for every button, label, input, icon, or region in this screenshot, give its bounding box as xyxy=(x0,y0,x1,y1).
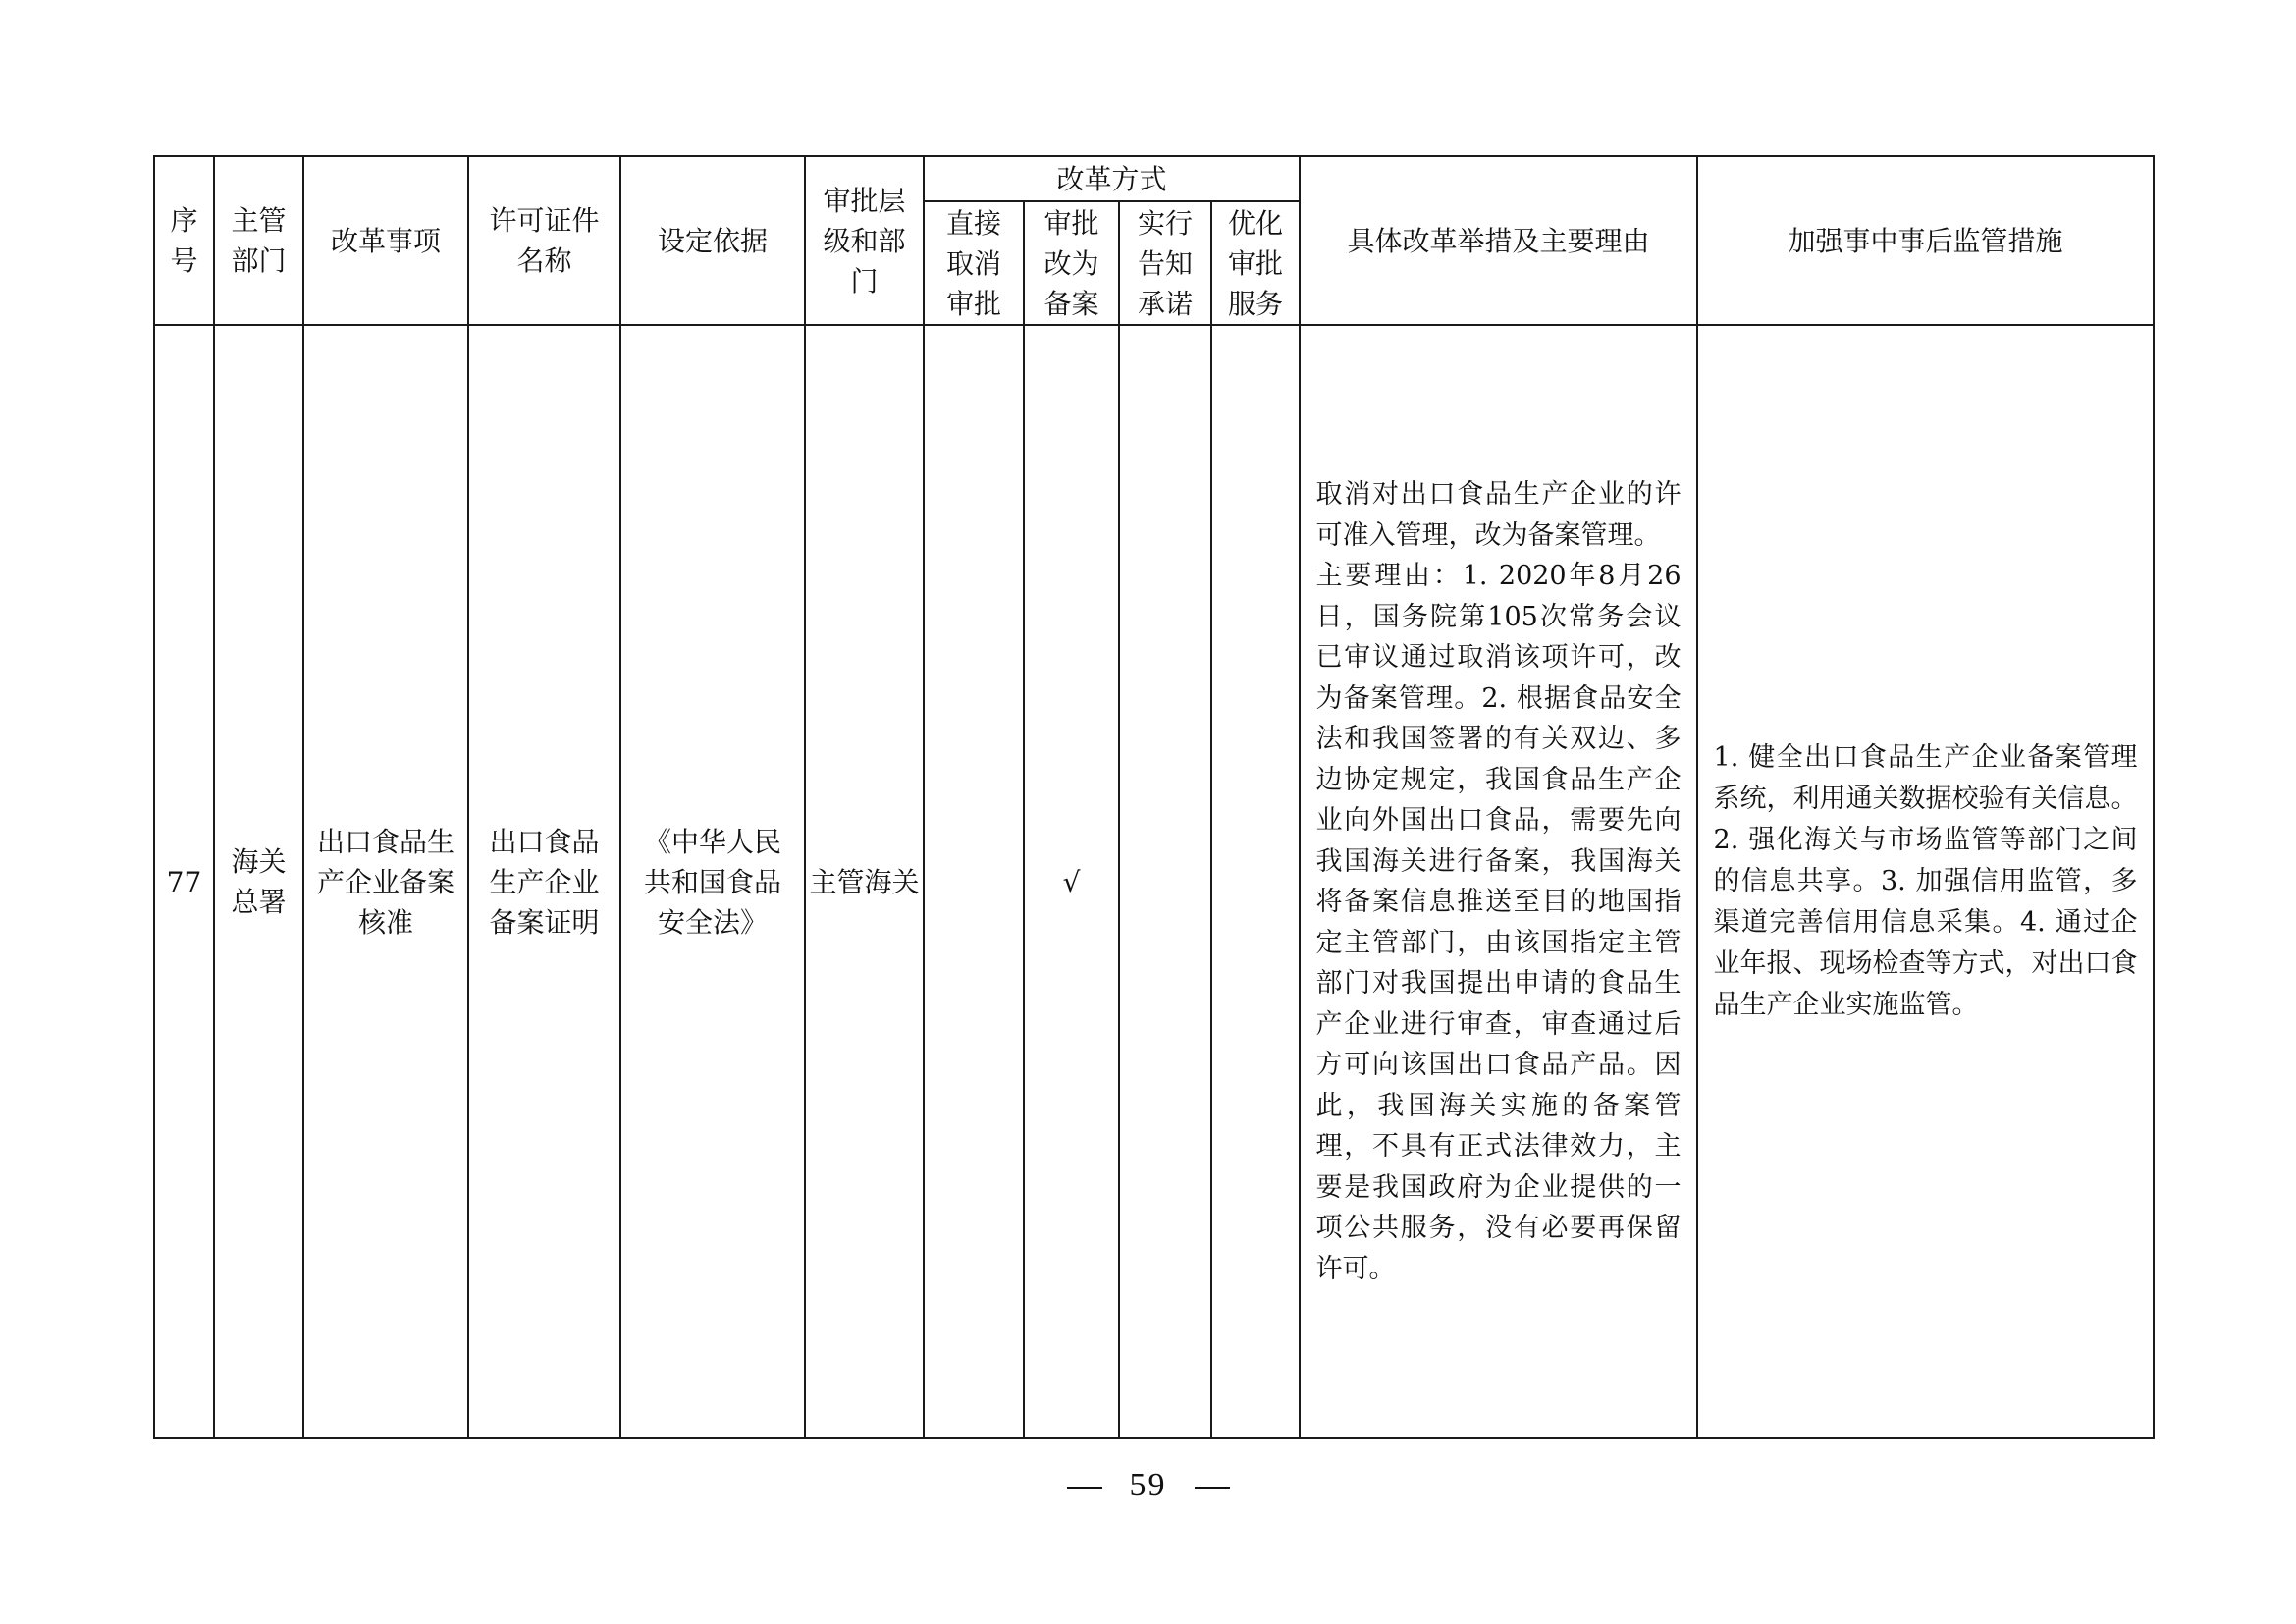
header-method-notify: 实行告知承诺 xyxy=(1119,201,1211,325)
header-department: 主管部门 xyxy=(214,156,303,325)
row-basis: 《中华人民共和国食品安全法》 xyxy=(620,325,805,1438)
reform-table-container xyxy=(153,155,2153,1439)
row-method-notify xyxy=(1119,325,1211,1438)
header-approval-level: 审批层级和部门 xyxy=(805,156,924,325)
page-number: 59 xyxy=(1129,1467,1167,1503)
header-method-optimize: 优化审批服务 xyxy=(1211,201,1300,325)
row-reform-item: 出口食品生产企业备案核准 xyxy=(303,325,468,1438)
row-method-filing xyxy=(1024,325,1119,1438)
row-seq: 77 xyxy=(154,325,214,1438)
left-dash xyxy=(1067,1487,1102,1489)
header-method-filing: 审批改为备案 xyxy=(1024,201,1119,325)
header-method-cancel: 直接取消审批 xyxy=(924,201,1024,325)
row-method-cancel xyxy=(924,325,1024,1438)
header-basis: 设定依据 xyxy=(620,156,805,325)
header-measures-reasons: 具体改革举措及主要理由 xyxy=(1300,156,1697,325)
row-supervision: 1. 健全出口食品生产企业备案管理系统，利用通关数据校验有关信息。2. 强化海关与市场监管等部门之间的信息共享。3. 加强信用监管，多渠道完善信用信息采集。4. 通过企业年报、现场检查等方式，对出口食品生产企业实施监管。 xyxy=(1697,325,2154,1438)
row-approval-level: 主管海关 xyxy=(805,325,924,1438)
reform-table xyxy=(153,155,2155,1439)
check-mark: √ xyxy=(1062,865,1081,898)
header-license-name: 许可证件名称 xyxy=(468,156,620,325)
header-supervision: 加强事中事后监管措施 xyxy=(1697,156,2154,325)
row-license-name: 出口食品生产企业备案证明 xyxy=(468,325,620,1438)
row-department: 海关总署 xyxy=(214,325,303,1438)
page-footer xyxy=(0,1467,2296,1504)
header-reform-item: 改革事项 xyxy=(303,156,468,325)
header-row-top xyxy=(154,156,2154,201)
header-reform-method: 改革方式 xyxy=(924,156,1300,201)
header-seq: 序号 xyxy=(154,156,214,325)
right-dash xyxy=(1195,1487,1230,1489)
table-row xyxy=(154,325,2154,1438)
row-method-optimize xyxy=(1211,325,1300,1438)
row-measures-reasons: 取消对出口食品生产企业的许可准入管理，改为备案管理。 主要理由：1. 2020年8月26日，国务院第105次常务会议已审议通过取消该项许可，改为备案管理。2. 根据食品安全法和我国签署的有关双边、多边协定规定，我国食品生产企业向外国出口食品，需要先向我国海关进行备案，我国海关将备案信息推送至目的地国指定主管部门，由该国指定主管部门对我国提出申请的食品生产企业进行审查，审查通过后方可向该国出口食品产品。因此，我国海关实施的备案管理，不具有正式法律效力，主要是我国政府为企业提供的一项公共服务，没有必要再保留许可。 xyxy=(1300,325,1697,1438)
